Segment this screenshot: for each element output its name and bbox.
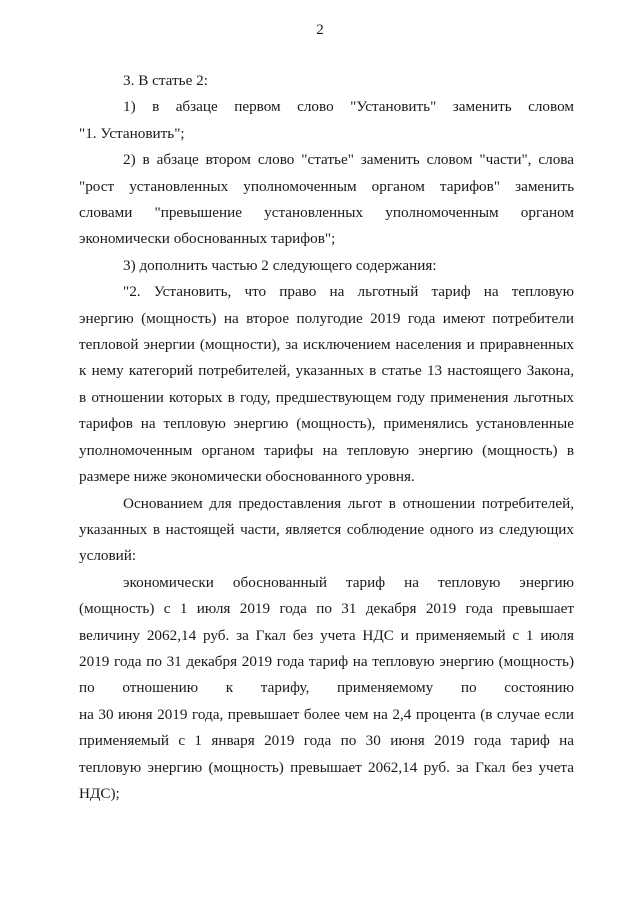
page-number: 2	[316, 22, 324, 38]
text-line: 3) дополнить частью 2 следующего содержания:	[123, 256, 437, 274]
text-line: "рост установленных уполномоченным органом тарифов" заменить	[79, 177, 574, 195]
text-line: применяемый с 1 января 2019 года по 30 июня 2019 года тариф на	[79, 732, 574, 750]
text-line: условий:	[79, 547, 137, 565]
text-line: к нему категорий потребителей, указанных в статье 13 настоящего Закона,	[79, 362, 574, 380]
text-line: по отношению к тарифу, применяемому по состоянию	[79, 679, 574, 697]
text-line: (мощность) с 1 июля 2019 года по 31 декабря 2019 года превышает	[79, 600, 574, 618]
text-line: словами "превышение установленных уполномоченным органом	[79, 204, 574, 222]
text-line: на 30 июня 2019 года, превышает более чем на 2,4 процента (в случае если	[79, 705, 574, 723]
text-line: 2) в абзаце втором слово "статье" заменить словом "части", слова	[123, 151, 574, 169]
text-line: "1. Установить";	[79, 124, 185, 142]
text-line: 1) в абзаце первом слово "Установить" заменить словом	[123, 98, 574, 116]
text-line: тепловую энергию (мощность) превышает 2062,14 руб. за Гкал без учета	[79, 758, 574, 776]
text-line: в отношении которых в году, предшествующем году применения льготных	[79, 388, 574, 406]
text-line: размере ниже экономически обоснованного уровня.	[79, 468, 415, 486]
text-line: экономически обоснованных тарифов";	[79, 230, 336, 248]
text-line: НДС);	[79, 784, 120, 802]
text-line: указанных в настоящей части, является соблюдение одного из следующих	[79, 520, 574, 538]
text-line: экономически обоснованный тариф на тепловую энергию	[123, 573, 574, 591]
text-line: величину 2062,14 руб. за Гкал без учета НДС и применяемый с 1 июля	[79, 626, 574, 644]
text-line: "2. Установить, что право на льготный тариф на тепловую	[123, 283, 574, 301]
text-line: уполномоченным органом тарифы на тепловую энергию (мощность) в	[79, 441, 574, 459]
document-body	[79, 68, 574, 807]
text-line: Основанием для предоставления льгот в отношении потребителей,	[123, 494, 574, 512]
text-line: тарифов на тепловую энергию (мощность), применялись установленные	[79, 415, 574, 433]
text-line: 2019 года по 31 декабря 2019 года тариф на тепловую энергию (мощность)	[79, 652, 574, 670]
text-line: тепловой энергии (мощности), за исключением населения и приравненных	[79, 336, 574, 354]
text-line: 3. В статье 2:	[123, 72, 208, 89]
text-line: энергию (мощность) на второе полугодие 2019 года имеют потребители	[79, 309, 574, 327]
